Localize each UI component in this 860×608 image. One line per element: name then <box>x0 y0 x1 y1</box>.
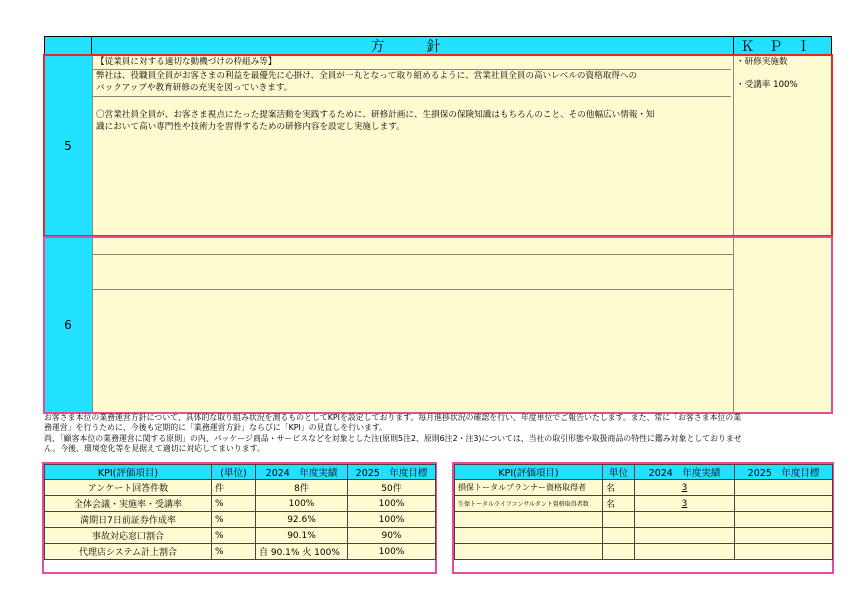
kpi-2024-result: 自 90.1% 火 100% <box>256 544 348 560</box>
row-5-kpi-attendance-rate: ・受講率 100% <box>736 80 798 90</box>
kpi-unit <box>603 528 635 544</box>
kpi-left-header-item: KPI(評価項目) <box>45 465 212 480</box>
row-6-frame <box>43 236 833 414</box>
kpi-unit: 名 <box>603 480 635 496</box>
header-kpi: ＫＰＩ <box>733 36 832 55</box>
kpi-item: 事故対応窓口割合 <box>45 528 212 544</box>
table-row <box>45 512 436 528</box>
kpi-item: 全体会議・実施率・受講率 <box>45 496 212 512</box>
row-5-number: 5 <box>64 138 72 153</box>
kpi-2024-result <box>635 544 735 560</box>
kpi-left-header-unit: (単位) <box>212 465 256 480</box>
kpi-item: 生保トータルライフコンサルタント資格取得者数 <box>455 496 603 512</box>
kpi-left-table <box>44 464 436 560</box>
kpi-item: 満期日7日前証券作成率 <box>45 512 212 528</box>
header-policy: 方 針 <box>91 36 734 55</box>
kpi-notes <box>44 413 834 455</box>
kpi-unit: % <box>212 512 256 528</box>
note-line: 務運営」を行うために、今後も定期的に「業務運営方針」ならびに「KPI」の見直しを行います。 <box>44 423 388 433</box>
kpi-2024-result: 100% <box>256 496 348 512</box>
kpi-right-header-item: KPI(評価項目) <box>455 465 603 480</box>
row-5-kpi-training-count: ・研修実施数 <box>736 57 788 67</box>
kpi-unit: % <box>212 544 256 560</box>
note-line: お客さま本位の業務運営方針について、具体的な取り組み状況を測るものとしてKPIを設定しております。毎月進捗状況の確認を行い、年度単位でご報告いたします。また、常に「お客さま本位の業 <box>44 413 742 422</box>
table-row <box>45 496 436 512</box>
table-row <box>455 528 833 544</box>
table-row <box>45 544 436 560</box>
kpi-2025-target <box>735 512 833 528</box>
row-5-paragraph-2a: 〇営業社員全員が、お客さま視点にたった提案活動を実践するために、研修計画に、生損保の保険知識はもちろんのこと、その他幅広い情報・知 <box>96 110 655 120</box>
kpi-2025-target <box>735 496 833 512</box>
table-row <box>455 512 833 528</box>
kpi-item: アンケート回答件数 <box>45 480 212 496</box>
kpi-unit: 名 <box>603 496 635 512</box>
kpi-unit: % <box>212 496 256 512</box>
table-row <box>455 496 833 512</box>
row-5-heading: 【従業員に対する適切な動機づけの枠組み等】 <box>96 57 277 67</box>
kpi-unit <box>603 544 635 560</box>
kpi-right-table <box>454 464 833 560</box>
kpi-2024-result: 3 <box>635 496 735 512</box>
table-row <box>45 480 436 496</box>
kpi-2024-result: 8件 <box>256 480 348 496</box>
kpi-item <box>455 544 603 560</box>
kpi-right-header-row <box>455 465 833 480</box>
table-row <box>455 480 833 496</box>
kpi-2024-result: 92.6% <box>256 512 348 528</box>
kpi-2025-target: 100% <box>348 496 436 512</box>
row-5-frame <box>43 54 833 237</box>
table-row <box>45 528 436 544</box>
kpi-item <box>455 528 603 544</box>
kpi-2024-result: 3 <box>635 480 735 496</box>
note-line: ん。今後、環境変化等を見据えて適切に対応してまいります。 <box>44 444 265 454</box>
kpi-right-header-2025: 2025 年度目標 <box>735 465 833 480</box>
kpi-2025-target: 50件 <box>348 480 436 496</box>
kpi-left-header-2024: 2024 年度実績 <box>256 465 348 480</box>
kpi-unit <box>603 512 635 528</box>
kpi-2025-target <box>735 528 833 544</box>
kpi-item <box>455 512 603 528</box>
kpi-2024-result: 90.1% <box>256 528 348 544</box>
note-line: 尚、「顧客本位の業務運営に関する原則」の内、パッケージ商品・サービスなどを対象とした注(原則5注2、原則6注2・注3)については、当社の取引形態や取扱商品の特性に鑑み対象としておりませ <box>44 433 742 443</box>
table-row <box>455 544 833 560</box>
kpi-2024-result <box>635 512 735 528</box>
kpi-left-header-row <box>45 465 436 480</box>
row-5-paragraph-1a: 弊社は、役職員全員がお客さまの利益を最優先に心掛け、全員が一丸となって取り組めるように、営業社員全員の高いレベルの資格取得への <box>96 71 638 81</box>
kpi-right-header-unit: 単位 <box>603 465 635 480</box>
row-5-paragraph-1b: バックアップや教育研修の充実を図っていきます。 <box>96 83 293 93</box>
kpi-2025-target: 90% <box>348 528 436 544</box>
kpi-unit: 件 <box>212 480 256 496</box>
kpi-unit: % <box>212 528 256 544</box>
kpi-2024-result <box>635 528 735 544</box>
kpi-item: 損保トータルプランナー資格取得者 <box>455 480 603 496</box>
kpi-2025-target: 100% <box>348 544 436 560</box>
kpi-right-header-2024: 2024 年度実績 <box>635 465 735 480</box>
kpi-item: 代理店システム計上割合 <box>45 544 212 560</box>
kpi-left-header-2025: 2025 年度目標 <box>348 465 436 480</box>
kpi-2025-target <box>735 480 833 496</box>
kpi-2025-target: 100% <box>348 512 436 528</box>
row-6-number: 6 <box>64 318 72 332</box>
row-5-paragraph-2b: 識において高い専門性や技術力を習得するための研修内容を設定し実施します。 <box>96 122 405 132</box>
kpi-2025-target <box>735 544 833 560</box>
header-number-cell <box>44 36 92 55</box>
